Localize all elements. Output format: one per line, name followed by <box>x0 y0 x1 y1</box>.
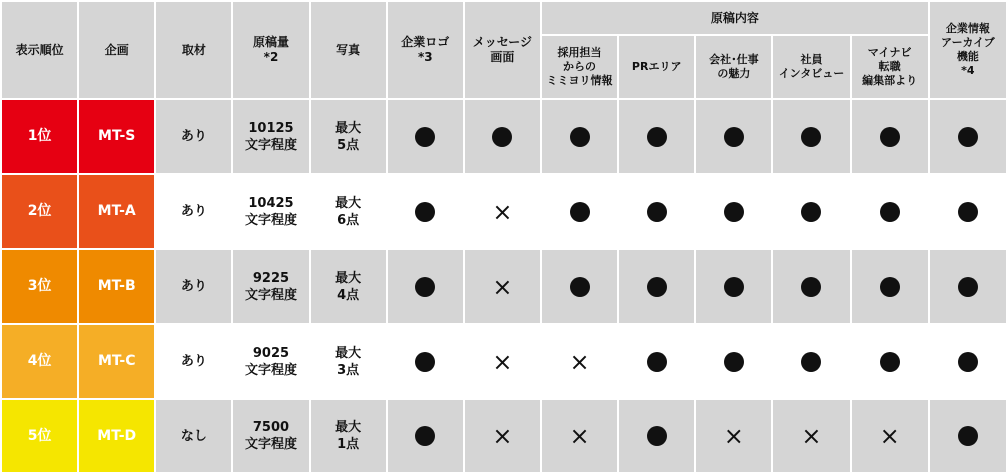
feature-cell <box>772 174 850 249</box>
plan-label: MT-A <box>97 203 136 219</box>
interview-value: あり <box>180 204 207 219</box>
included-dot-icon <box>724 277 744 297</box>
included-dot-icon <box>415 277 435 297</box>
volume-unit: 文字程度 <box>244 212 297 228</box>
volume-chars: 9225 <box>252 270 290 286</box>
subheader-editor <box>851 35 929 99</box>
included-dot-icon <box>801 277 821 297</box>
feature-cell <box>387 99 464 174</box>
header-rank: 表示順位 <box>1 1 78 99</box>
subheader-staff-l2: インタビュー <box>778 67 845 80</box>
header-archive-l4: *4 <box>961 64 975 77</box>
volume-unit: 文字程度 <box>244 137 297 153</box>
included-dot-icon <box>647 202 667 222</box>
photo-max: 最大 <box>335 345 362 361</box>
feature-cell <box>541 399 618 473</box>
not-included-cross-icon: × <box>569 422 590 450</box>
feature-cell <box>772 324 850 399</box>
included-dot-icon <box>724 127 744 147</box>
header-archive-l3: 機能 <box>956 50 979 63</box>
subheader-pr-area: PRエリア <box>618 35 695 99</box>
rank-label: 2位 <box>27 203 52 219</box>
included-dot-icon <box>492 127 512 147</box>
rank-cell <box>1 249 78 324</box>
photo-count: 3点 <box>337 362 360 378</box>
subheader-editor-l3: 編集部より <box>862 74 918 87</box>
interview-cell <box>155 324 232 399</box>
subheader-company-charm <box>695 35 772 99</box>
table-body <box>1 99 1007 473</box>
feature-cell <box>387 249 464 324</box>
photo-count: 5点 <box>337 137 360 153</box>
feature-cell <box>464 249 541 324</box>
header-volume-note: *2 <box>263 50 279 64</box>
plan-cell <box>78 174 155 249</box>
included-dot-icon <box>958 202 978 222</box>
header-archive <box>929 1 1007 99</box>
feature-cell <box>695 399 772 473</box>
included-dot-icon <box>958 277 978 297</box>
included-dot-icon <box>880 127 900 147</box>
feature-cell <box>851 174 929 249</box>
feature-cell <box>541 324 618 399</box>
not-included-cross-icon: × <box>492 422 513 450</box>
rank-label: 1位 <box>27 128 52 144</box>
plan-label: MT-S <box>98 128 136 144</box>
volume-chars: 7500 <box>252 420 290 435</box>
volume-cell <box>232 174 309 249</box>
subheader-editor-l2: 転職 <box>878 60 901 73</box>
feature-cell <box>464 99 541 174</box>
feature-cell <box>618 249 695 324</box>
included-dot-icon <box>570 277 590 297</box>
feature-cell <box>772 249 850 324</box>
interview-cell <box>155 249 232 324</box>
included-dot-icon <box>647 352 667 372</box>
not-included-cross-icon: × <box>569 347 590 376</box>
subheader-charm-l1: 会社･仕事 <box>709 53 759 66</box>
header-photo: 写真 <box>310 1 387 99</box>
included-dot-icon <box>415 426 435 446</box>
plan-label: MT-D <box>97 427 137 444</box>
included-dot-icon <box>880 352 900 372</box>
plan-cell <box>78 99 155 174</box>
included-dot-icon <box>958 426 978 446</box>
feature-cell <box>464 399 541 473</box>
included-dot-icon <box>724 352 744 372</box>
volume-unit: 文字程度 <box>244 287 297 303</box>
rank-label: 3位 <box>27 278 52 294</box>
table-row <box>1 99 1007 174</box>
header-logo <box>387 1 464 99</box>
included-dot-icon <box>647 426 667 446</box>
feature-cell <box>851 399 929 473</box>
interview-cell <box>155 99 232 174</box>
table-row <box>1 174 1007 249</box>
plan-cell <box>78 249 155 324</box>
included-dot-icon <box>415 352 435 372</box>
photo-count: 1点 <box>337 437 360 452</box>
rank-label: 5位 <box>27 427 52 444</box>
interview-value: なし <box>180 428 207 444</box>
feature-cell <box>618 174 695 249</box>
not-included-cross-icon: × <box>492 197 513 226</box>
plan-cell <box>78 399 155 473</box>
subheader-staff-interview <box>772 35 850 99</box>
subheader-recruiter-l2: からの <box>563 60 597 73</box>
feature-cell <box>772 99 850 174</box>
photo-max: 最大 <box>335 120 362 136</box>
volume-unit: 文字程度 <box>244 437 297 452</box>
rank-cell <box>1 99 78 174</box>
included-dot-icon <box>801 127 821 147</box>
volume-cell <box>232 324 309 399</box>
feature-cell <box>851 324 929 399</box>
table-row <box>1 399 1007 473</box>
volume-cell <box>232 99 309 174</box>
included-dot-icon <box>415 127 435 147</box>
subheader-staff-l1: 社員 <box>800 53 823 66</box>
rank-label: 4位 <box>27 353 52 369</box>
volume-unit: 文字程度 <box>244 362 297 378</box>
volume-chars: 10125 <box>248 120 294 136</box>
photo-max: 最大 <box>335 270 362 286</box>
included-dot-icon <box>801 202 821 222</box>
feature-cell <box>851 99 929 174</box>
included-dot-icon <box>570 202 590 222</box>
included-dot-icon <box>958 127 978 147</box>
feature-cell <box>464 174 541 249</box>
rank-cell <box>1 324 78 399</box>
header-logo-label: 企業ロゴ <box>401 35 450 49</box>
header-message-l1: メッセージ <box>472 35 533 49</box>
feature-cell <box>541 249 618 324</box>
feature-cell <box>851 249 929 324</box>
plan-label: MT-B <box>97 278 136 294</box>
header-volume <box>232 1 309 99</box>
feature-cell <box>695 249 772 324</box>
not-included-cross-icon: × <box>879 422 900 450</box>
header-interview: 取材 <box>155 1 232 99</box>
included-dot-icon <box>724 202 744 222</box>
photo-count: 4点 <box>337 287 360 303</box>
feature-cell <box>929 174 1007 249</box>
included-dot-icon <box>958 352 978 372</box>
included-dot-icon <box>880 277 900 297</box>
photo-count: 6点 <box>337 212 360 228</box>
feature-cell <box>929 99 1007 174</box>
feature-cell <box>618 399 695 473</box>
feature-cell <box>541 99 618 174</box>
included-dot-icon <box>801 352 821 372</box>
plan-label: MT-C <box>97 353 136 369</box>
volume-chars: 10425 <box>248 195 294 211</box>
table-row <box>1 249 1007 324</box>
header-message <box>464 1 541 99</box>
interview-value: あり <box>180 129 207 144</box>
feature-cell <box>929 249 1007 324</box>
feature-cell <box>387 174 464 249</box>
feature-cell <box>695 324 772 399</box>
photo-cell <box>310 174 387 249</box>
volume-chars: 9025 <box>252 345 290 361</box>
subheader-recruiter-l3: ミミヨリ情報 <box>546 74 613 87</box>
rank-cell <box>1 399 78 473</box>
feature-cell <box>618 324 695 399</box>
table-row <box>1 324 1007 399</box>
feature-cell <box>929 324 1007 399</box>
not-included-cross-icon: × <box>801 422 822 450</box>
included-dot-icon <box>647 127 667 147</box>
header-plan: 企画 <box>78 1 155 99</box>
header-logo-note: *3 <box>417 50 433 64</box>
interview-value: あり <box>180 279 207 294</box>
subheader-editor-l1: マイナビ <box>867 46 912 59</box>
photo-cell <box>310 249 387 324</box>
photo-cell <box>310 99 387 174</box>
subheader-recruiter-l1: 採用担当 <box>557 46 602 59</box>
volume-cell <box>232 249 309 324</box>
not-included-cross-icon: × <box>492 272 513 301</box>
feature-cell <box>541 174 618 249</box>
header-archive-l1: 企業情報 <box>945 22 990 35</box>
feature-cell <box>929 399 1007 473</box>
feature-cell <box>387 324 464 399</box>
interview-cell <box>155 399 232 473</box>
included-dot-icon <box>880 202 900 222</box>
included-dot-icon <box>570 127 590 147</box>
included-dot-icon <box>415 202 435 222</box>
header-content-group: 原稿内容 <box>541 1 929 35</box>
interview-cell <box>155 174 232 249</box>
photo-cell <box>310 399 387 473</box>
not-included-cross-icon: × <box>492 347 513 376</box>
feature-cell <box>464 324 541 399</box>
header-volume-label: 原稿量 <box>252 35 289 49</box>
feature-cell <box>695 99 772 174</box>
subheader-recruiter-info <box>541 35 618 99</box>
header-archive-l2: アーカイブ <box>940 36 995 49</box>
header-message-l2: 画面 <box>490 50 515 64</box>
rank-cell <box>1 174 78 249</box>
plan-cell <box>78 324 155 399</box>
not-included-cross-icon: × <box>723 422 744 450</box>
feature-cell <box>618 99 695 174</box>
included-dot-icon <box>647 277 667 297</box>
feature-cell <box>772 399 850 473</box>
photo-max: 最大 <box>335 420 362 435</box>
feature-cell <box>695 174 772 249</box>
subheader-charm-l2: の魅力 <box>717 67 751 80</box>
volume-cell <box>232 399 309 473</box>
photo-cell <box>310 324 387 399</box>
interview-value: あり <box>180 354 207 369</box>
photo-max: 最大 <box>335 195 362 211</box>
feature-cell <box>387 399 464 473</box>
